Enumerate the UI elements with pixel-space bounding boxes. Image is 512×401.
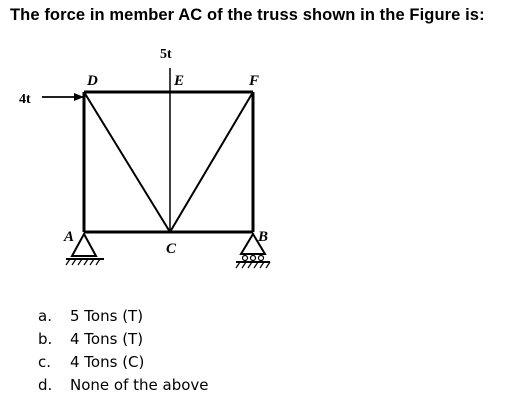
member-DC	[84, 92, 170, 232]
node-label-A: A	[64, 229, 75, 245]
option-letter: b.	[38, 330, 53, 348]
vertical-load-label: 5t	[160, 47, 172, 62]
answer-options	[38, 305, 209, 397]
option-d[interactable]	[38, 374, 209, 397]
node-label-E: E	[174, 73, 185, 89]
question-text: The force in member AC of the truss shown in the Figure is:	[10, 6, 485, 24]
option-text: 4 Tons (C)	[70, 353, 145, 371]
horizontal-load-label: 4t	[19, 92, 31, 107]
option-a[interactable]	[38, 305, 209, 328]
option-letter: a.	[38, 307, 52, 325]
node-label-D: D	[87, 73, 98, 89]
option-letter: c.	[38, 353, 52, 371]
node-label-C: C	[166, 241, 177, 257]
node-label-F: F	[249, 73, 260, 89]
option-b[interactable]	[38, 328, 209, 351]
option-letter: d.	[38, 376, 53, 394]
node-label-B: B	[258, 229, 269, 245]
option-text: 5 Tons (T)	[70, 307, 144, 325]
option-c[interactable]	[38, 351, 209, 374]
option-text: 4 Tons (T)	[70, 330, 144, 348]
option-text: None of the above	[70, 376, 209, 394]
member-FC	[170, 92, 253, 232]
